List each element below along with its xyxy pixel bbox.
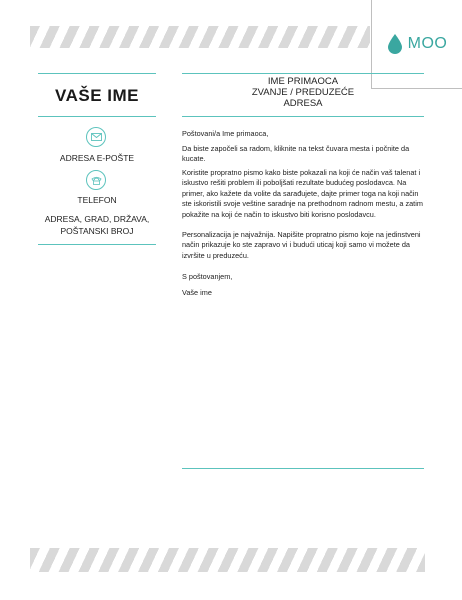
telephone-icon — [86, 170, 106, 190]
recipient-title[interactable]: ZVANJE / PREDUZEĆE — [251, 87, 355, 98]
right-top-rule — [182, 73, 424, 74]
right-header-rule — [182, 116, 424, 117]
droplet-icon — [388, 34, 402, 54]
letter-paragraph-3[interactable]: Personalizacija je najvažnija. Napišite propratno pismo koje na jedinstveni način prikazuje ko ste zapravo vi i budući uticaj koji samo vi možete da izvršite u preduzeću. — [182, 230, 421, 260]
address-line-1[interactable]: ADRESA, GRAD, DRŽAVA, — [44, 214, 150, 224]
envelope-icon — [86, 127, 106, 147]
letter-signature[interactable]: Vaše ime — [182, 288, 212, 297]
letter-paragraph-2[interactable]: Koristite propratno pismo kako biste pokazali na koji će način vaš talenat i iskustvo rešiti problem ili poboljšati rezultate budućeg poslodavca. Na primer, ako kažete da volite da sarađujete, dajte primer toga na koji način ste iskoristili svoje veštine saradnje na prethodnom radnom mestu, a zatim pokažite na koji će način to iskustvo biti korisno poslodavcu. — [182, 168, 423, 219]
email-field[interactable]: ADRESA E-POŠTE — [59, 153, 135, 163]
sender-name[interactable]: VAŠE IME — [55, 86, 139, 105]
letter-closing[interactable]: S poštovanjem, — [182, 272, 233, 281]
phone-field[interactable]: TELEFON — [77, 195, 117, 205]
bottom-pattern-band — [30, 548, 425, 572]
left-bottom-rule — [38, 244, 156, 245]
recipient-address[interactable]: ADRESA — [283, 98, 323, 109]
top-pattern-band — [30, 26, 370, 48]
right-bottom-rule — [182, 468, 424, 469]
recipient-name[interactable]: IME PRIMAOCA — [267, 76, 339, 87]
letter-greeting[interactable]: Poštovani/a Ime primaoca, — [182, 129, 269, 138]
left-name-rule — [38, 116, 156, 117]
logo-text: MOO — [407, 35, 448, 52]
letter-paragraph-1[interactable]: Da biste započeli sa radom, kliknite na tekst čuvara mesta i počnite da kucate. — [182, 144, 410, 164]
left-top-rule — [38, 73, 156, 74]
recipient-block — [182, 76, 424, 109]
address-line-2[interactable]: POŠTANSKI BROJ — [60, 226, 134, 236]
